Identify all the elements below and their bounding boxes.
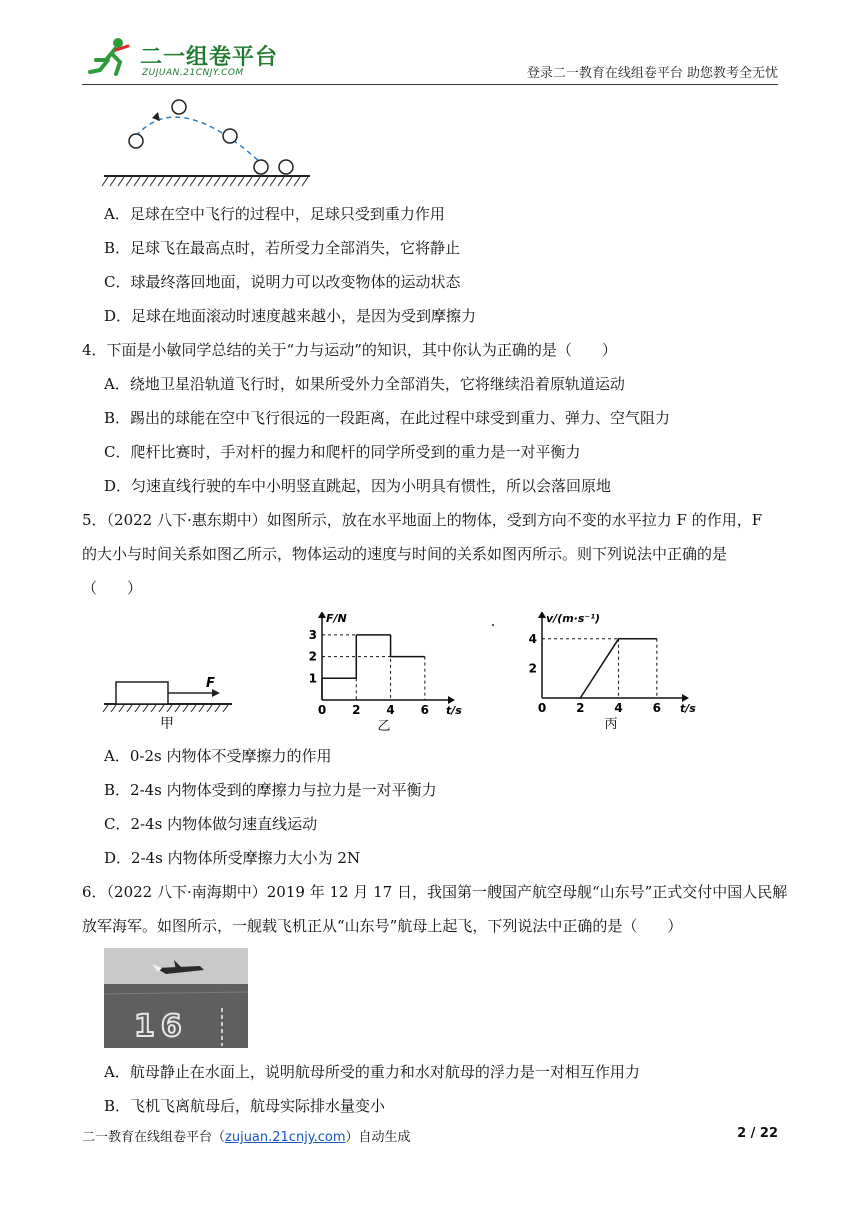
force-label: F [206, 676, 215, 691]
q3-option-a: A．足球在空中飞行的过程中，足球只受到重力作用 [104, 205, 445, 223]
x-tick-label: 0 [317, 703, 327, 717]
q6-option-a: A．航母静止在水面上，说明航母所受的重力和水对航母的浮力是一对相互作用力 [104, 1063, 640, 1081]
x-tick-label: 2 [352, 703, 361, 717]
x-tick-label: 6 [652, 701, 662, 715]
q4-option-c: C．爬杆比赛时，手对杆的握力和爬杆的同学所受到的重力是一对平衡力 [104, 443, 581, 461]
velocity-time-chart [520, 612, 700, 738]
q3-option-c: C．球最终落回地面，说明力可以改变物体的运动状态 [104, 273, 461, 291]
q4-stem: 4．下面是小敏同学总结的关于“力与运动”的知识，其中你认为正确的是（ ） [82, 341, 617, 359]
y-axis-arrow [318, 612, 326, 618]
q5-option-d: D．2-4s 内物体所受摩擦力大小为 2N [104, 849, 361, 867]
chart-caption: 乙 [377, 719, 391, 734]
logo-subtitle: ZUJUAN.21CNJY.COM [142, 68, 244, 78]
y-axis-label: v/(m·s⁻¹) [546, 612, 601, 625]
q6-stem-line-2: 放军海军。如图所示，一舰载飞机正从“山东号”航母上起飞，下列说法中正确的是（ ） [82, 917, 683, 935]
footer-suffix: ）自动生成 [345, 1130, 411, 1145]
q5-option-a: A．0-2s 内物体不受摩擦力的作用 [104, 747, 332, 765]
header-slogan: 登录二一教育在线组卷平台 助您教考全无忧 [526, 66, 778, 81]
y-tick-label: 2 [528, 661, 537, 676]
footer-source [82, 1126, 411, 1145]
q3-option-d: D．足球在地面滚动时速度越来越小，是因为受到摩擦力 [104, 307, 477, 325]
deck-number: 16 [134, 1009, 188, 1044]
y-tick-label: 3 [308, 627, 317, 642]
caption-jia: 甲 [160, 716, 174, 732]
y-tick-label: 1 [308, 671, 317, 686]
q4-option-b: B．踢出的球能在空中飞行很远的一段距离，在此过程中球受到重力、弹力、空气阻力 [104, 409, 671, 427]
force-time-chart [300, 612, 470, 738]
q5-figure-jia [100, 660, 240, 732]
q5-stem-line-3: （ ） [82, 579, 143, 597]
q5-option-c: C．2-4s 内物体做匀速直线运动 [104, 815, 318, 833]
y-axis-arrow [538, 612, 546, 618]
x-axis-arrow [682, 694, 689, 702]
q4-option-a: A．绕地卫星沿轨道飞行时，如果所受外力全部消失，它将继续沿着原轨道运动 [104, 375, 625, 393]
q6-stem-line-1: 6．（2022 八下·南海期中）2019 年 12 月 17 日，我国第一艘国产航空母舰“山东号”正式交付中国人民解 [82, 883, 788, 901]
header-logo [88, 36, 288, 80]
q5-option-b: B．2-4s 内物体受到的摩擦力与拉力是一对平衡力 [104, 781, 437, 799]
x-tick-label: 4 [614, 701, 623, 715]
x-tick-label: 6 [420, 703, 430, 717]
football-trajectory-figure [100, 96, 315, 188]
x-tick-label: 4 [386, 703, 395, 717]
y-axis-label: F/N [326, 612, 347, 625]
q5-stem-line-2: 的大小与时间关系如图乙所示，物体运动的速度与时间的关系如图丙所示。则下列说法中正确的是 [82, 545, 728, 563]
q5-stem-line-1: 5．（2022 八下·惠东期中）如图所示，放在水平地面上的物体，受到方向不变的水平拉力 F 的作用，F [82, 511, 763, 529]
footer-prefix: 二一教育在线组卷平台（ [82, 1130, 226, 1145]
y-tick-label: 4 [528, 631, 537, 646]
logo-title: 二一组卷平台 [140, 45, 279, 70]
y-tick-label: 2 [308, 649, 317, 664]
runner-icon [88, 36, 134, 80]
page-number: 2 / 22 [737, 1126, 778, 1141]
header-divider [82, 84, 778, 85]
q3-option-b: B．足球飞在最高点时，若所受力全部消失，它将静止 [104, 239, 461, 257]
scan-dot [492, 624, 494, 626]
footer-link[interactable]: zujuan.21cnjy.com [225, 1130, 346, 1145]
x-axis-label: t/s [446, 704, 462, 717]
chart-caption: 丙 [604, 717, 618, 732]
q6-option-b: B．飞机飞离航母后，航母实际排水量变小 [104, 1097, 386, 1115]
x-tick-label: 2 [576, 701, 585, 715]
x-tick-label: 0 [537, 701, 547, 715]
q4-option-d: D．匀速直线行驶的车中小明竖直跳起，因为小明具有惯性，所以会落回原地 [104, 477, 612, 495]
x-axis-label: t/s [680, 702, 696, 715]
aircraft-carrier-photo [104, 948, 248, 1048]
x-axis-arrow [448, 696, 455, 704]
